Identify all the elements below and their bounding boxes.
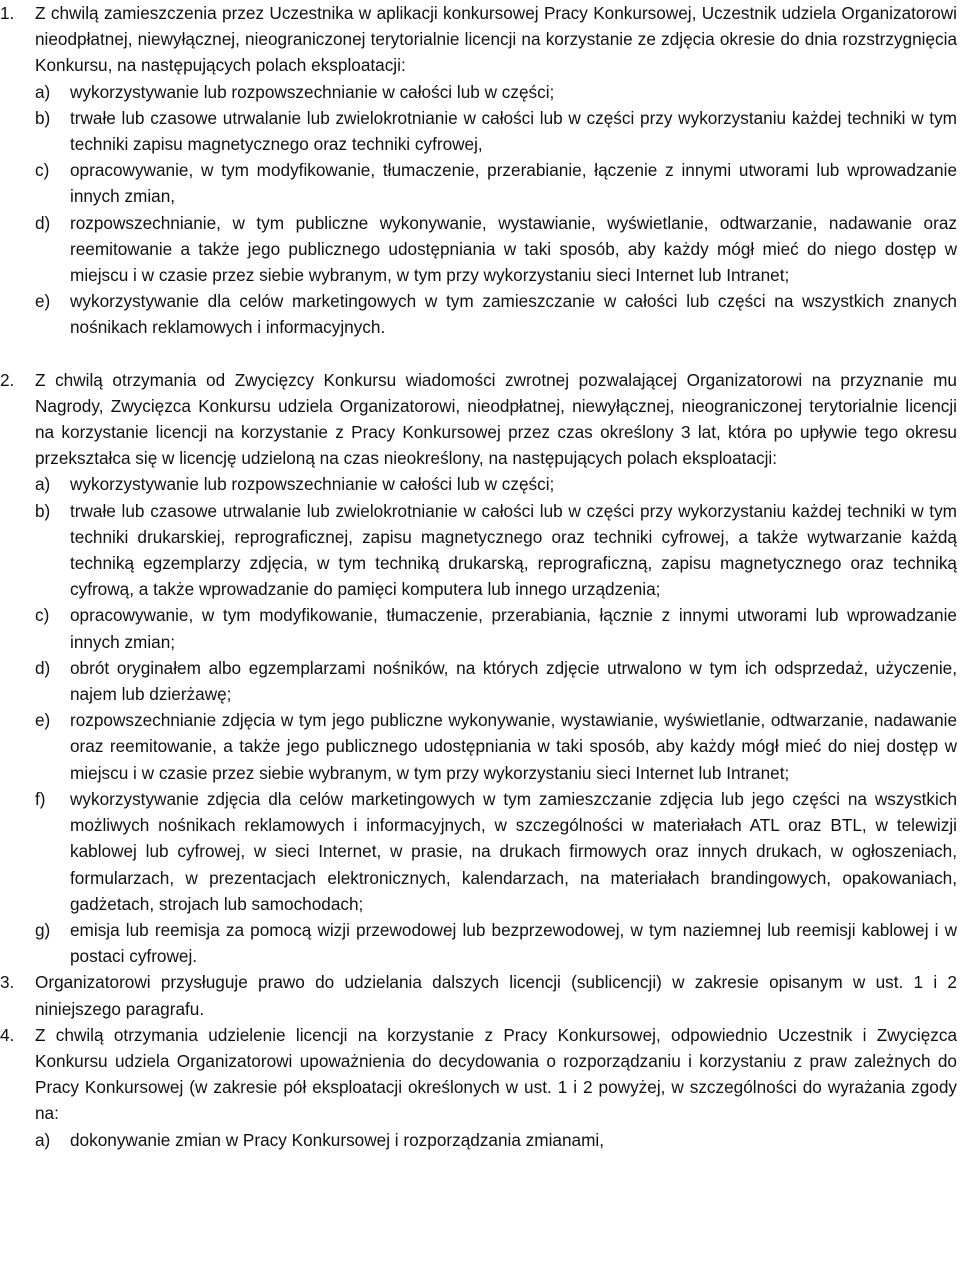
list-item: [35, 498, 957, 603]
item-letter: g): [35, 919, 51, 940]
item-letter: a): [35, 1129, 51, 1150]
item-letter: f): [35, 788, 46, 809]
item-number: 4.: [0, 1024, 15, 1045]
list-item: [35, 1127, 957, 1153]
item-text: opracowywanie, w tym modyfikowanie, tłumaczenie, przerabiania, łącznie z innymi utworami lub wprowadzanie innych zmian;: [70, 605, 957, 652]
item-intro: Z chwilą zamieszczenia przez Uczestnika w aplikacji konkursowej Pracy Konkursowej, Uczestnik udziela Organizatorowi nieodpłatnej, niewyłącznej, nieograniczonej terytorialnie licencji na korzystanie ze zdjęcia okresie do dnia rozstrzygnięcia Konkursu, na następujących polach eksploatacji:: [35, 3, 957, 76]
item-letter: e): [35, 291, 51, 312]
list-item: [35, 917, 957, 969]
item-intro: Z chwilą otrzymania udzielenie licencji na korzystanie z Pracy Konkursowej, odpowiednio Uczestnik i Zwycięzca Konkursu udziela Organizatorowi upoważnienia do decydowania o rozporządzaniu i korzystaniu z praw zależnych do Pracy Konkursowej (w zakresie pół eksploatacji określonych w ust. 1 i 2 powyżej, w szczególności do wyrażania zgody na:: [35, 1024, 957, 1124]
list-item: [35, 655, 957, 707]
item-letter: c): [35, 160, 50, 181]
item-letter: a): [35, 474, 51, 495]
item-number: 3.: [0, 972, 15, 993]
item-number: 2.: [0, 369, 15, 390]
list-item: [35, 79, 957, 105]
item-letter: c): [35, 605, 50, 626]
item-letter: b): [35, 500, 51, 521]
list-item: [35, 157, 957, 209]
item-text: wykorzystywanie dla celów marketingowych w tym zamieszczanie w całości lub części na wszystkich znanych nośnikach reklamowych i informacyjnych.: [70, 291, 957, 338]
item-letter: e): [35, 710, 51, 731]
list-item: [35, 707, 957, 786]
sublist: [35, 79, 957, 341]
item-letter: d): [35, 657, 51, 678]
list-item: [35, 471, 957, 497]
item-text: wykorzystywanie zdjęcia dla celów marketingowych w tym zamieszczanie zdjęcia lub jego części na wszystkich możliwych nośnikach reklamowych i informacyjnych, w szczególności w materiałach ATL oraz BTL, w telewizji kablowej lub cyfrowej, w sieci Internet, w prasie, na drukach firmowych oraz innych drukach, w ogłoszeniach, formularzach, w prezentacjach elektronicznych, kalendarzach, na materiałach brandingowych, opakowaniach, gadżetach, strojach lub samochodach;: [70, 788, 957, 914]
item-text: wykorzystywanie lub rozpowszechnianie w całości lub w części;: [70, 474, 555, 495]
item-letter: b): [35, 107, 51, 128]
numbered-item-4: [0, 1022, 957, 1153]
item-text: dokonywanie zmian w Pracy Konkursowej i rozporządzania zmianami,: [70, 1129, 605, 1150]
item-intro: Organizatorowi przysługuje prawo do udzielania dalszych licencji (sublicencji) w zakresie opisanym w ust. 1 i 2 niniejszego paragrafu.: [35, 972, 957, 1019]
numbered-item-2: [0, 367, 957, 970]
item-letter: a): [35, 81, 51, 102]
paragraph-gap: [0, 341, 960, 367]
list-item: [35, 602, 957, 654]
list-item: [35, 105, 957, 157]
numbered-item-3: [0, 969, 957, 1021]
sublist: [35, 471, 957, 969]
item-intro: Z chwilą otrzymania od Zwycięzcy Konkursu wiadomości zwrotnej pozwalającej Organizatorowi na przyznanie mu Nagrody, Zwycięzca Konkursu udziela Organizatorowi, nieodpłatnej, niewyłącznej, nieograniczonej terytorialnie licencji na korzystanie licencji na korzystanie z Pracy Konkursowej przez czas określony 3 lat, która po upływie tego okresu przekształca się w licencję udzieloną na czas nieokreślony, na następujących polach eksploatacji:: [35, 369, 957, 469]
item-text: rozpowszechnianie, w tym publiczne wykonywanie, wystawianie, wyświetlanie, odtwarzanie, nadawanie oraz reemitowanie a także jego publicznego udostępniania w taki sposób, aby każdy mógł mieć do niego dostęp w miejscu i w czasie przez siebie wybranym, w tym przy wykorzystaniu sieci Internet lub Intranet;: [70, 212, 957, 286]
list-item: [35, 786, 957, 917]
sublist: [35, 1127, 957, 1153]
list-item: [35, 288, 957, 340]
item-letter: d): [35, 212, 51, 233]
item-text: obrót oryginałem albo egzemplarzami nośników, na których zdjęcie utrwalono w tym ich odsprzedaż, użyczenie, najem lub dzierżawę;: [70, 657, 957, 705]
item-text: opracowywanie, w tym modyfikowanie, tłumaczenie, przerabianie, łączenie z innymi utworami lub wprowadzanie innych zmian,: [70, 160, 957, 207]
item-number: 1.: [0, 3, 15, 23]
item-text: trwałe lub czasowe utrwalanie lub zwielokrotnianie w całości lub w części przy wykorzystaniu każdej techniki w tym techniki zapisu magnetycznego oraz techniki cyfrowej,: [70, 107, 957, 155]
item-text: rozpowszechnianie zdjęcia w tym jego publiczne wykonywanie, wystawianie, wyświetlanie, odtwarzanie, nadawanie oraz reemitowanie, a także jego publicznego udostępniania w taki sposób, aby każdy mógł mieć do niej dostęp w miejscu i w czasie przez siebie wybranym, w tym przy wykorzystaniu sieci Internet lub Intranet;: [70, 710, 957, 783]
numbered-item-1: [0, 0, 957, 341]
item-text: trwałe lub czasowe utrwalanie lub zwielokrotnianie w całości lub w części przy wykorzystaniu każdej techniki w tym techniki drukarskiej, reprograficznej, zapisu magnetycznego oraz techniki cyfrowej, a także wytwarzanie każdą techniką egzemplarzy zdjęcia, w tym techniką drukarską, reprograficzną, zapisu magnetycznego oraz techniką cyfrową, a także wprowadzanie do pamięci komputera lub innego urządzenia;: [70, 500, 957, 600]
list-item: [35, 210, 957, 289]
item-text: wykorzystywanie lub rozpowszechnianie w całości lub w części;: [70, 81, 555, 102]
item-text: emisja lub reemisja za pomocą wizji przewodowej lub bezprzewodowej, w tym naziemnej lub reemisji kablowej i w postaci cyfrowej.: [70, 919, 957, 967]
